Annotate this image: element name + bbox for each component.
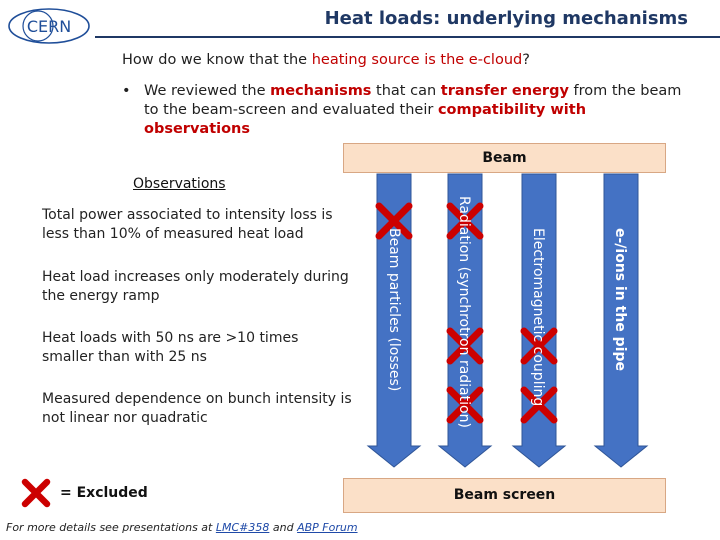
question-highlight: heating source is the e-cloud [311,52,523,68]
observation-item: Heat load increases only moderately during the energy ramp [42,269,349,304]
observations-heading: Observations [133,176,226,192]
lmc-link[interactable]: LMC#358 [215,521,270,534]
abp-forum-link[interactable]: ABP Forum [297,521,358,534]
bullet-text: We reviewed the mechanisms that can transfer energy from the beam to the beam-screen and evaluated their compatibility with observations [144,83,682,137]
mechanism-label-e-ions: e-/ions in the pipe [612,228,628,372]
bullet-dot: • [122,83,131,99]
footer-note: For more details see presentations at LMC#358 and ABP Forum [6,521,358,534]
beam-box: Beam [343,143,666,173]
excluded-x-icon [21,478,51,508]
beam-screen-box: Beam screen [343,478,666,513]
page-title: Heat loads: underlying mechanisms [324,8,688,29]
mechanism-label-beam-particles: Beam particles (losses) [386,228,402,392]
observation-item: Total power associated to intensity loss is less than 10% of measured heat load [42,207,333,242]
mechanism-label-radiation: Radiation (synchrotron radiation) [456,196,472,428]
question-pre: How do we know that the [122,52,312,68]
cern-logo-text: CERN [26,17,72,36]
excluded-legend-label: = Excluded [60,485,148,501]
observation-item: Heat loads with 50 ns are >10 times smaller than with 25 ns [42,330,299,365]
question-post: ? [522,52,530,68]
mechanism-label-em-coupling: Electromagnetic coupling [530,228,546,407]
observation-item: Measured dependence on bunch intensity is not linear nor quadratic [42,391,352,426]
